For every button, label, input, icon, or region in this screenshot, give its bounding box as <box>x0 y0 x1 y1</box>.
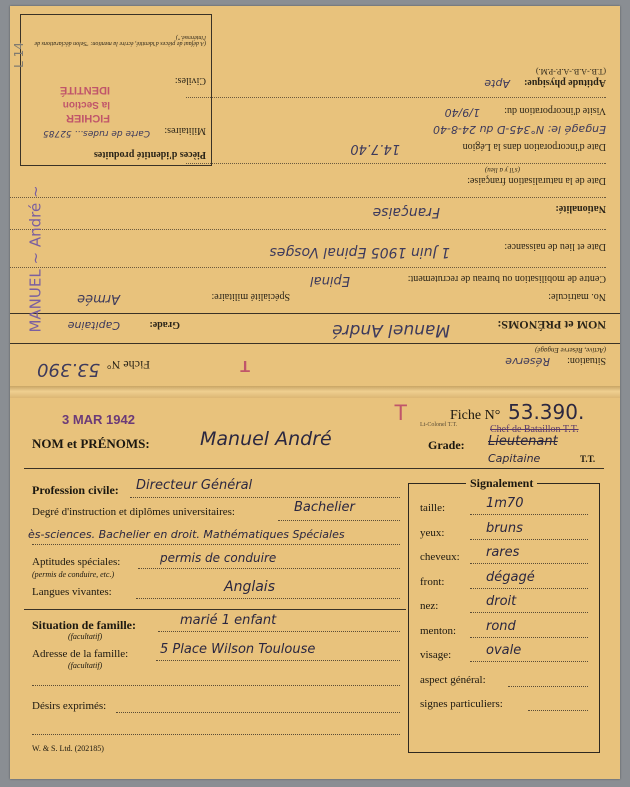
grade-value: Capitaine <box>488 452 541 465</box>
civiles-label: Civiles: <box>174 75 206 86</box>
naissance-label: Date et lieu de naissance: <box>504 241 606 252</box>
grade-label-inverted: Grade: <box>149 319 180 330</box>
centre-label: Centre de mobilisation ou bureau de recrutement: <box>407 273 606 284</box>
situation-label-inverted: Situation: <box>567 355 606 366</box>
signalement-value: 1m70 <box>486 496 524 511</box>
specialite-value: Armée <box>77 291 120 306</box>
grade-value-inverted: Capitaine <box>67 319 120 332</box>
side-handwritten-name: MANUEL ~ André ~ <box>26 185 45 333</box>
signalement-label: cheveux: <box>420 551 460 563</box>
situation-value: marié 1 enfant <box>180 613 277 628</box>
signalement-value: ovale <box>486 643 522 658</box>
divider <box>24 468 604 469</box>
fiche-label-inverted: Fiche N° <box>106 358 150 372</box>
nom-value: Manuel André <box>200 428 332 450</box>
incorporation-label: Date d'incorporation dans la Légion <box>462 141 606 152</box>
langues-label: Langues vivantes: <box>32 586 112 598</box>
signalement-label: aspect général: <box>420 673 486 686</box>
card-lower-half <box>10 398 620 779</box>
adresse-value: 5 Place Wilson Toulouse <box>160 642 316 657</box>
langues-value: Anglais <box>224 579 275 595</box>
nationalite-value: Française <box>372 204 440 220</box>
signalement-value: rares <box>486 545 520 560</box>
grade-struck-2: Lieutenant <box>488 434 558 449</box>
signalement-label: visage: <box>420 649 452 661</box>
signalement-value: dégagé <box>486 569 535 585</box>
grade-struck-1: Chef de Bataillon T.T. <box>490 424 579 435</box>
profession-label: Profession civile: <box>32 483 119 497</box>
aptitude-label: Aptitude physique: <box>524 77 606 88</box>
militaires-label: Militaires: <box>164 125 206 136</box>
adresse-note: (facultatif) <box>68 661 103 670</box>
aptitude-codes: (T.B.-A.B.-A.P.-P.M.) <box>535 67 606 76</box>
fiche-number: 53.390. <box>508 400 585 424</box>
stamp-section: la Section <box>62 99 110 110</box>
stamp-identite: IDENTITÉ <box>59 84 110 96</box>
signalement-value: droit <box>486 594 517 609</box>
specialite-label: Spécialité militaire: <box>211 291 290 302</box>
signalement-label: yeux: <box>420 526 445 539</box>
corner-pencil-mark: L 14 <box>11 42 26 68</box>
engage-line: Engagé le: N°345-D du 24-8-40 <box>433 123 606 136</box>
signalement-label: signes particuliers: <box>420 698 503 710</box>
naturalisation-label: Date de la naturalisation française: <box>467 175 606 186</box>
signalement-label: menton: <box>420 624 457 637</box>
aptitudes-note: (permis de conduire, etc.) <box>32 570 115 579</box>
adresse-label: Adresse de la famille: <box>32 648 129 660</box>
profession-value: Directeur Général <box>136 478 253 493</box>
red-mark-inverted: T <box>240 357 250 374</box>
grade-label: Grade: <box>428 438 465 452</box>
red-mark: T <box>394 400 408 425</box>
signalement-title: Signalement <box>466 476 537 491</box>
grade-note: Lt-Colonel T.T. <box>420 422 458 428</box>
nom-value-inverted: Manuel André <box>332 320 450 340</box>
degre-value-1: Bachelier <box>294 500 355 515</box>
signalement-value: rond <box>486 618 516 634</box>
nationalite-label: Nationalité: <box>555 203 606 214</box>
incorporation-value: 14.7.40 <box>350 141 400 156</box>
situation-note-inverted: (Active, Réserve Engagé) <box>535 346 606 354</box>
printer-mark: W. & S. Ltd. (202185) <box>32 744 104 753</box>
defaut-note: (A défaut de pièces d'identité, écrire la mention: "Selon déclarations de l'intéressé.") <box>34 34 206 46</box>
aptitudes-label: Aptitudes spéciales: <box>32 556 121 568</box>
situation-note: (facultatif) <box>68 632 103 641</box>
signalement-value: bruns <box>486 520 523 536</box>
fiche-label: Fiche N° <box>450 408 501 423</box>
nom-label: NOM et PRÉNOMS: <box>32 436 150 451</box>
signalement-label: taille: <box>420 502 446 514</box>
pieces-label: Pièces d'identité produites <box>93 149 206 160</box>
degre-label: Degré d'instruction et diplômes universitaires: <box>32 506 235 518</box>
grade-tag: T.T. <box>580 454 596 464</box>
degre-value-2: ès-sciences. Bachelier en droit. Mathématiques Spéciales <box>28 528 345 541</box>
visite-label: Visite d'incorporation du: <box>504 105 606 116</box>
aptitudes-value: permis de conduire <box>160 551 277 565</box>
naissance-value: 1 Juin 1905 Epinal Vosges <box>269 244 450 260</box>
fold-crease <box>10 386 620 398</box>
card-upper-half-inverted <box>10 6 620 386</box>
situation-value-inverted: Réserve <box>505 355 550 368</box>
fiche-value-inverted: 53.390 <box>37 359 100 380</box>
naturalisation-note: (s'il y a lieu) <box>484 166 520 174</box>
situation-label: Situation de famille: <box>32 618 136 632</box>
stamp-fichier: FICHIER <box>66 112 110 124</box>
matricule-label: No. matricule: <box>548 291 606 302</box>
centre-value: Epinal <box>310 273 350 288</box>
signalement-label: nez: <box>420 600 439 612</box>
desirs-label: Désirs exprimés: <box>32 700 107 712</box>
aptitude-value: Apte <box>484 77 510 90</box>
date-stamp: 3 MAR 1942 <box>62 412 135 427</box>
visite-value: 1/9/40 <box>444 106 480 119</box>
signalement-label: front: <box>420 575 445 588</box>
nom-label-inverted: NOM et PRÉNOMS: <box>497 318 606 332</box>
militaires-value: Carte de rudes... 52785 <box>43 128 150 138</box>
